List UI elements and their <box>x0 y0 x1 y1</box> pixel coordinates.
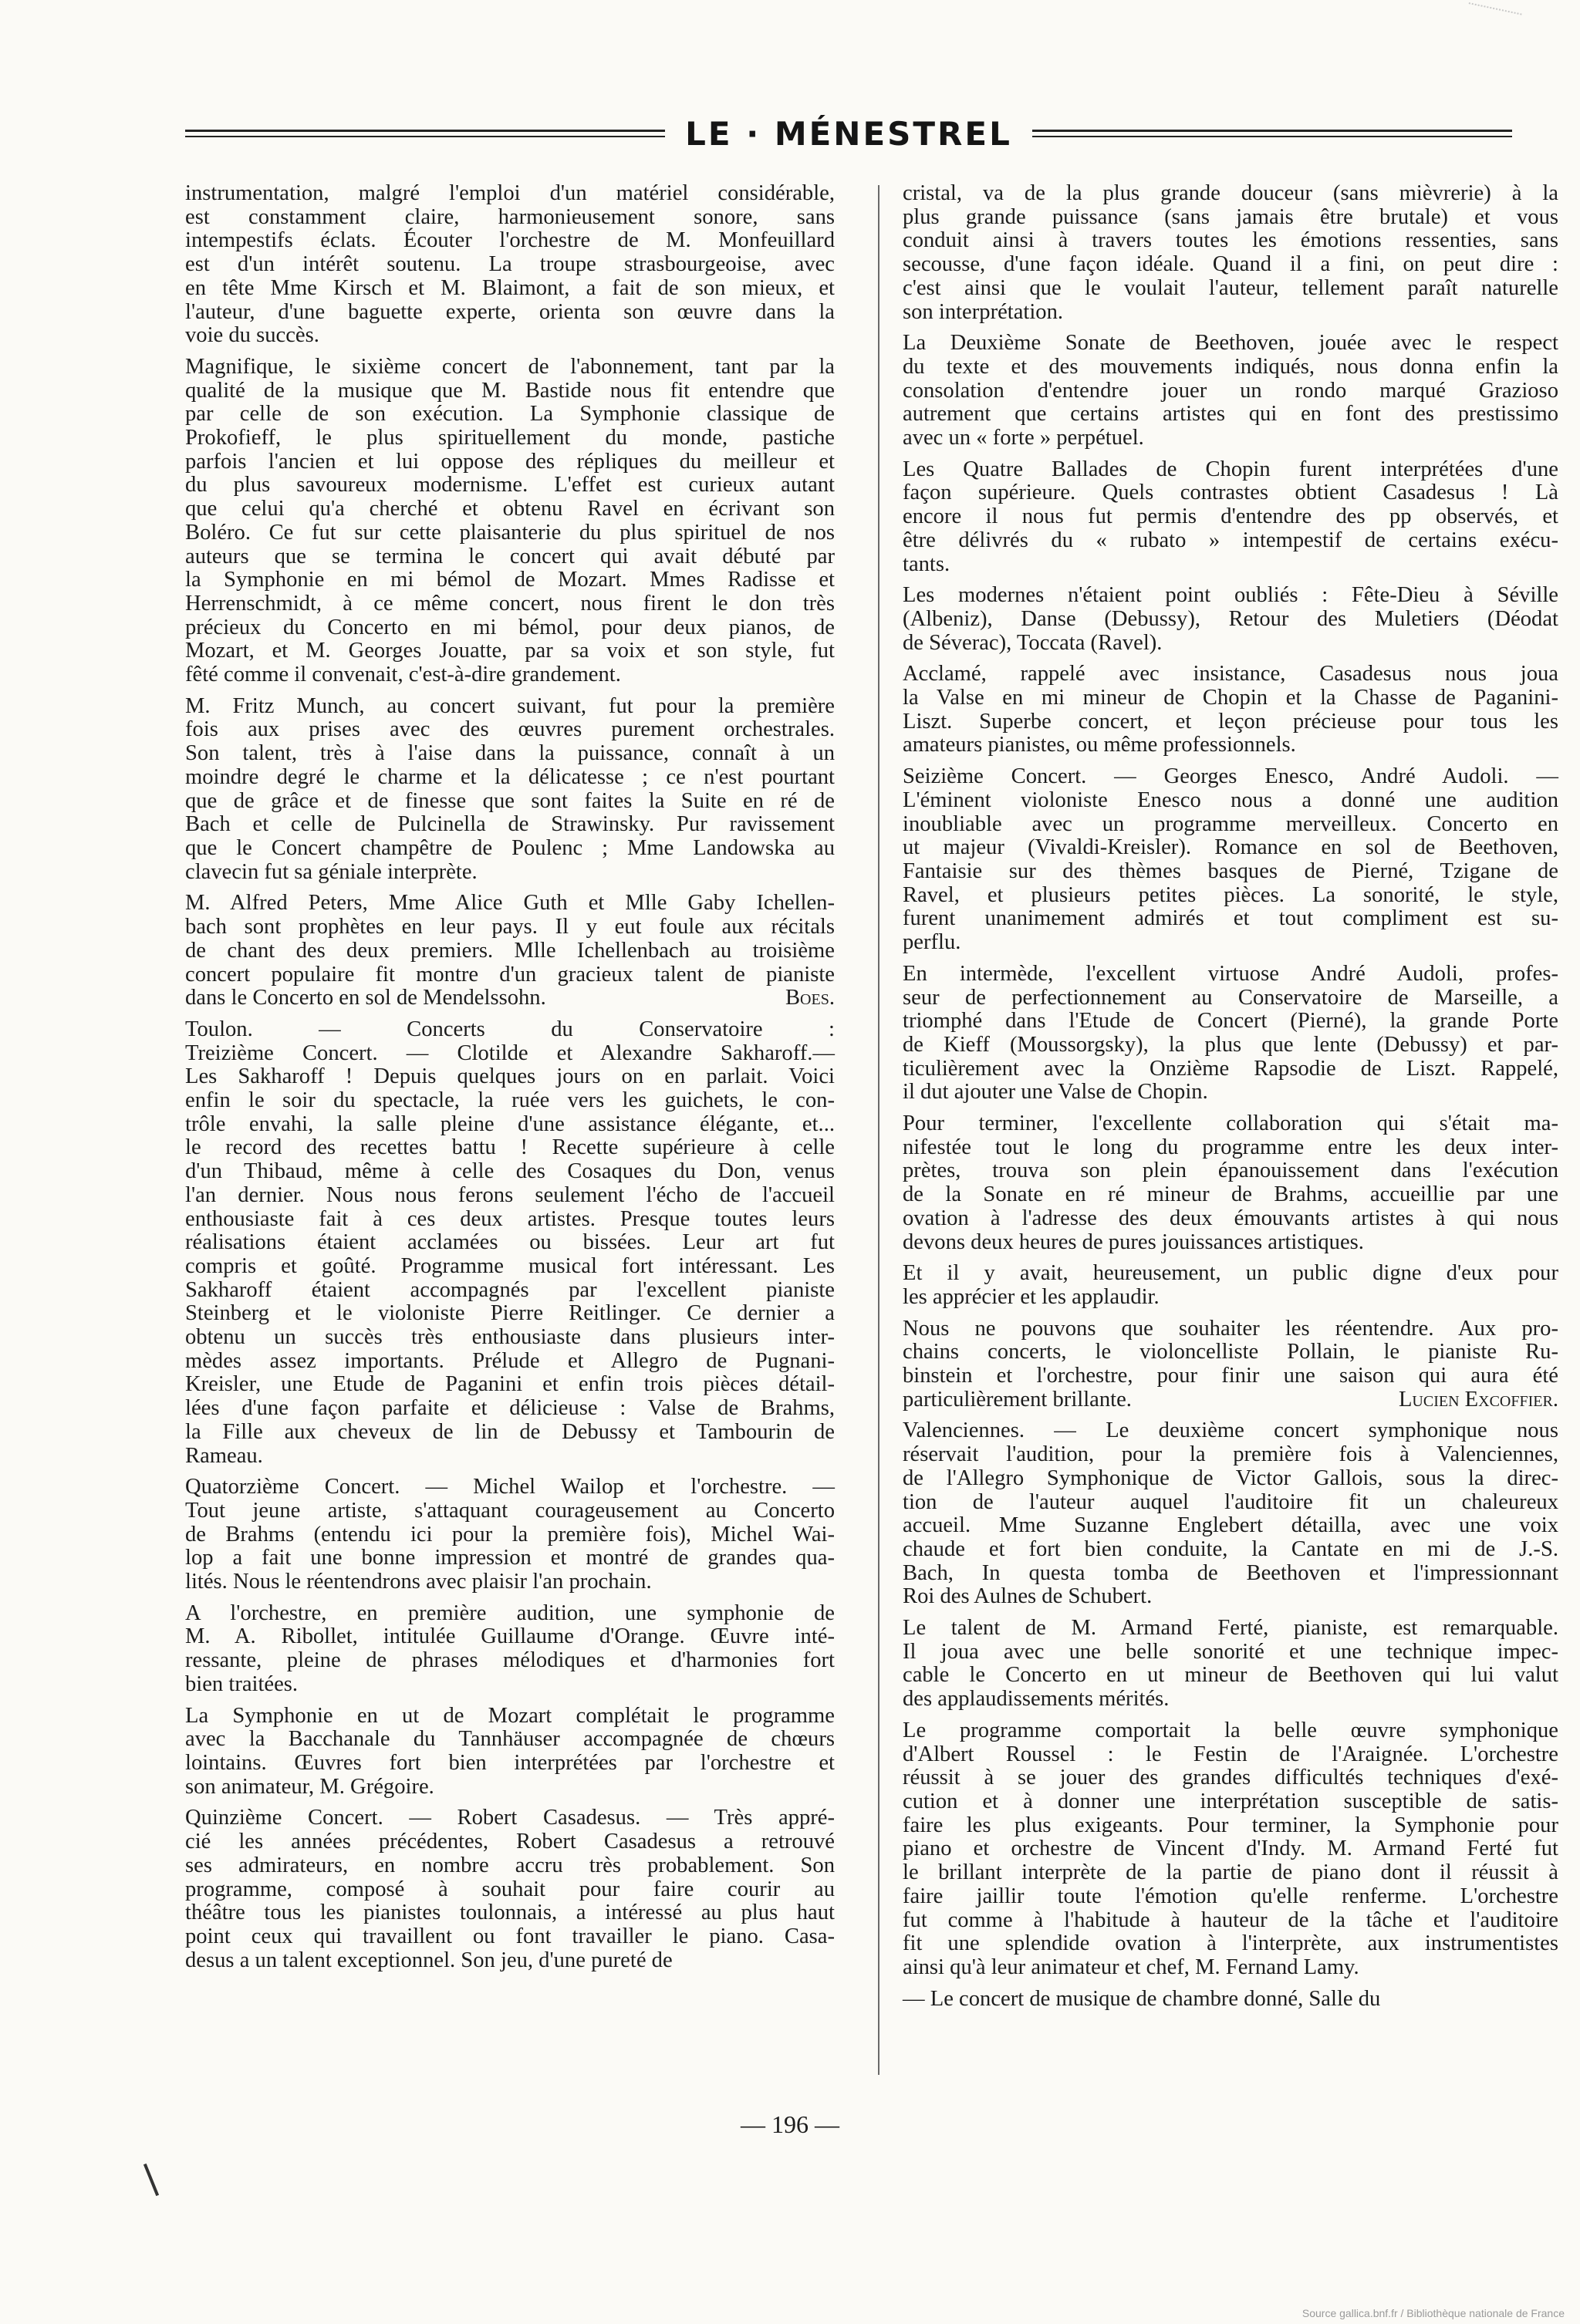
right-line: nifestée tout le long du programme entre les deux inter- <box>903 1135 1558 1159</box>
right-paragraph <box>903 1988 1558 2012</box>
left-line: parfois l'ancien et lui oppose des répliques du meilleur et <box>185 449 835 474</box>
right-paragraph <box>903 458 1558 577</box>
left-line: Prokofieff, le plus spirituellement du monde, pastiche <box>185 426 835 450</box>
right-line: devons deux heures de pures jouissances artistiques. <box>903 1229 1364 1254</box>
left-line: réalisations étaient acclamées ou bissées. Leur art fut <box>185 1230 835 1255</box>
journal-title: LE · MÉNESTREL <box>685 114 1012 153</box>
left-line: programme, composé à souhait pour faire courir au <box>185 1877 835 1901</box>
right-line: tants. <box>903 551 950 576</box>
right-line: il dut ajouter une Valse de Chopin. <box>903 1080 1208 1105</box>
left-line: compris et goûté. Programme musical fort intéressant. Les <box>185 1253 835 1278</box>
right-line: Bach, In questa tomba de Beethoven et l'impressionnant <box>903 1560 1558 1585</box>
right-paragraph <box>903 1262 1558 1309</box>
right-paragraph <box>903 1112 1558 1254</box>
left-paragraph <box>185 182 835 348</box>
left-line: que de grâce et de finesse que sont faites la Suite en ré de <box>185 788 835 813</box>
left-line: concert populaire fit montre d'un gracieux talent de pianiste <box>185 962 835 987</box>
right-paragraph <box>903 963 1558 1105</box>
right-line: avec un « forte » perpétuel. <box>903 426 1144 450</box>
left-line-text: dans le Concerto en sol de Mendelssohn. <box>185 986 546 1010</box>
left-line: Mozart, et M. Georges Jouatte, par sa voix et son style, fut <box>185 639 835 663</box>
right-line: Liszt. Superbe concert, et leçon précieuse pour tous les <box>903 709 1558 734</box>
right-line: Nous ne pouvons que souhaiter les réentendre. Aux pro- <box>903 1316 1558 1341</box>
left-line: instrumentation, malgré l'emploi d'un matériel considérable, <box>185 181 835 205</box>
right-line: conduit ainsi à travers toutes les émotions ressenties, sans <box>903 228 1558 253</box>
left-paragraph <box>185 1018 835 1468</box>
right-line: Acclamé, rappelé avec insistance, Casadesus nous joua <box>903 662 1558 686</box>
left-line: Quinzième Concert. — Robert Casadesus. — Très appré- <box>185 1806 835 1830</box>
left-line: M. Alfred Peters, Mme Alice Guth et Mlle Gaby Ichellen- <box>185 891 835 916</box>
right-line: Pour terminer, l'excellente collaboration qui s'était ma- <box>903 1111 1558 1136</box>
left-line: cié les années précédentes, Robert Casadesus a retrouvé <box>185 1830 835 1854</box>
left-line: moindre degré le charme et la délicatesse ; ce n'est pourtant <box>185 764 835 789</box>
right-line: encore il nous fut permis d'entendre des pp observés, et <box>903 504 1558 529</box>
left-paragraph <box>185 1602 835 1697</box>
left-line: bien traitées. <box>185 1671 299 1696</box>
left-line: Son talent, très à l'aise dans la puissance, connaît à un <box>185 741 835 766</box>
page-number: — 196 — <box>741 2110 839 2138</box>
left-line: est constamment claire, harmonieusement sonore, sans <box>185 204 835 229</box>
left-line: Treizième Concert. — Clotilde et Alexandre Sakharoff.— <box>185 1041 835 1065</box>
right-line: les apprécier et les applaudir. <box>903 1284 1160 1309</box>
right-line: Ravel, et plusieurs petites pièces. La sonorité, le style, <box>903 882 1558 907</box>
left-paragraph <box>185 1806 835 1972</box>
right-line: cable le Concerto en ut mineur de Beethoven qui lui valut <box>903 1663 1558 1688</box>
right-line: fut comme à l'habitude à hauteur de la tâche et l'auditoire <box>903 1907 1558 1932</box>
right-line: consolation d'entendre jouer un rondo marqué Grazioso <box>903 378 1558 403</box>
right-line: Valenciennes. — Le deuxième concert symphonique nous <box>903 1418 1558 1443</box>
left-line: avec la Bacchanale du Tannhäuser accompagnée de chœurs <box>185 1727 835 1752</box>
right-line: amateurs pianistes, ou même professionnels. <box>903 733 1296 757</box>
left-line: point ceux qui travaillent ou font travailler le piano. Casa- <box>185 1924 835 1948</box>
masthead-rule-right <box>1032 130 1512 137</box>
left-line: Sakharoff étaient accompagnés par l'excellent pianiste <box>185 1277 835 1302</box>
left-line: mèdes assez importants. Prélude et Allegro de Pugnani- <box>185 1348 835 1373</box>
left-line: M. A. Ribollet, intitulée Guillaume d'Orange. Œuvre inté- <box>185 1624 835 1649</box>
right-line: Le talent de M. Armand Ferté, pianiste, est remarquable. <box>903 1616 1558 1641</box>
right-paragraph <box>903 182 1558 324</box>
left-line: ressante, pleine de phrases mélodiques et d'harmonies fort <box>185 1648 835 1673</box>
right-line: ticulièrement avec la Onzième Rapsodie de Liszt. Rappelé, <box>903 1056 1558 1081</box>
right-line: le brillant interprète de la partie de piano dont il réussit à <box>903 1860 1558 1885</box>
right-line: de l'Allegro Symphonique de Victor Gallois, sous la direc- <box>903 1466 1558 1490</box>
right-line: perflu. <box>903 930 961 955</box>
right-column <box>903 182 1558 2019</box>
author-signature: Lucien Excoffier. <box>1398 1387 1558 1412</box>
right-line: de la Sonate en ré mineur de Brahms, accueillie par une <box>903 1182 1558 1207</box>
left-line <box>185 987 835 1010</box>
column-divider <box>878 185 879 2075</box>
left-paragraph <box>185 1476 835 1594</box>
right-line: chaude et fort bien conduite, la Cantate en mi de J.-S. <box>903 1536 1558 1561</box>
right-line: Fantaisie sur des thèmes basques de Pierné, Tzigane de <box>903 858 1558 883</box>
left-paragraph <box>185 695 835 885</box>
right-line: binstein et l'orchestre, pour finir une saison qui aura été <box>903 1364 1558 1388</box>
right-line: chains concerts, le violoncelliste Pollain, le pianiste Ru- <box>903 1340 1558 1364</box>
left-line: lointains. Œuvres fort bien interprétées par l'orchestre et <box>185 1751 835 1775</box>
right-line: En intermède, l'excellent virtuose André Audoli, profes- <box>903 961 1558 986</box>
left-line: l'an dernier. Nous nous ferons seulement l'écho de l'accueil <box>185 1182 835 1207</box>
left-line: Boléro. Ce fut sur cette plaisanterie du plus spirituel de nos <box>185 520 835 545</box>
left-line: Herrenschmidt, à ce même concert, nous firent le don très <box>185 591 835 616</box>
left-line: Bach et celle de Pulcinella de Strawinsky. Pur ravissement <box>185 812 835 837</box>
right-line: son interprétation. <box>903 299 1064 324</box>
right-line: la Valse en mi mineur de Chopin et la Chasse de Paganini- <box>903 686 1558 710</box>
source-credit: Source gallica.bnf.fr / Bibliothèque nationale de France <box>1301 2307 1565 2319</box>
left-line: de Brahms (entendu ici pour la première fois), Michel Wai- <box>185 1522 835 1547</box>
right-line: inoubliable avec un programme merveilleux. Concerto en <box>903 811 1558 836</box>
left-paragraph <box>185 892 835 1010</box>
right-line: Les modernes n'étaient point oubliés : Fête-Dieu à Séville <box>903 583 1558 608</box>
left-line: enfin le soir du spectacle, la ruée vers les guichets, le con- <box>185 1088 835 1113</box>
left-line: Magnifique, le sixième concert de l'abonnement, tant par la <box>185 354 835 379</box>
left-line: son animateur, M. Grégoire. <box>185 1774 434 1799</box>
right-line-text: particulièrement brillante. <box>903 1387 1132 1412</box>
left-line: fois aux prises avec des œuvres purement orchestrales. <box>185 717 835 742</box>
left-line: de chant des deux premiers. Mlle Ichellenbach au troisième <box>185 938 835 963</box>
left-line: A l'orchestre, en première audition, une symphonie de <box>185 1600 835 1625</box>
left-line: fêté comme il convenait, c'est-à-dire grandement. <box>185 663 621 687</box>
left-paragraph <box>185 356 835 687</box>
right-line: (Albeniz), Danse (Debussy), Retour des Muletiers (Déodat <box>903 606 1558 631</box>
left-line: M. Fritz Munch, au concert suivant, fut pour la première <box>185 693 835 718</box>
right-line: fit une splendide ovation à l'interprète, aux instrumentistes <box>903 1931 1558 1956</box>
left-line: la Symphonie en mi bémol de Mozart. Mmes Radisse et <box>185 568 835 592</box>
right-line: c'est ainsi que le voulait l'auteur, tellement paraît naturelle <box>903 275 1558 300</box>
right-paragraph <box>903 765 1558 955</box>
right-line: La Deuxième Sonate de Beethoven, jouée avec le respect <box>903 331 1558 356</box>
right-line: façon supérieure. Quels contrastes obtient Casadesus ! Là <box>903 481 1558 505</box>
masthead-rule-left <box>185 130 665 137</box>
right-line: prètes, trouva son plein épanouissement dans l'exécution <box>903 1159 1558 1183</box>
left-line: Steinberg et le violoniste Pierre Reitlinger. Ce dernier a <box>185 1301 835 1326</box>
right-line: piano et orchestre de Vincent d'Indy. M. Armand Ferté fut <box>903 1837 1558 1861</box>
left-line: trôle envahi, la salle pleine d'une assistance élégante, et... <box>185 1111 835 1136</box>
right-paragraph <box>903 1719 1558 1980</box>
left-line: Rameau. <box>185 1443 263 1468</box>
left-line: bach sont prophètes en leur pays. Il y eut foule aux récitals <box>185 915 835 939</box>
left-line: voie du succès. <box>185 323 319 348</box>
left-line: Quatorzième Concert. — Michel Wailop et l'orchestre. — <box>185 1475 835 1499</box>
left-line: que le Concert champêtre de Poulenc ; Mme Landowska au <box>185 835 835 860</box>
left-line: Toulon. — Concerts du Conservatoire : <box>185 1017 835 1041</box>
left-paragraph <box>185 1705 835 1799</box>
right-line: cristal, va de la plus grande douceur (sans mièvrerie) à la <box>903 181 1558 205</box>
right-line: d'Albert Roussel : le Festin de l'Araignée. L'orchestre <box>903 1742 1558 1766</box>
left-line: lités. Nous le réentendrons avec plaisir l'an prochain. <box>185 1570 652 1594</box>
left-line: auteurs que se termina le concert qui avait débuté par <box>185 544 835 568</box>
left-line: d'un Thibaud, même à celle des Cosaques du Don, venus <box>185 1159 835 1184</box>
left-line: le record des recettes battu ! Recette supérieure à celle <box>185 1135 835 1160</box>
right-line: plus grande puissance (sans jamais être brutale) et vous <box>903 204 1558 229</box>
right-line: réussit à se jouer des grandes difficultés techniques d'exé- <box>903 1766 1558 1790</box>
right-line: furent unanimement admirés et tout compliment est su- <box>903 906 1558 931</box>
right-line: triomphé dans l'Etude de Concert (Pierné), la grande Porte <box>903 1009 1558 1034</box>
left-line: que celui qu'a cherché et obtenu Ravel en écrivant son <box>185 497 835 521</box>
right-line: Il joua avec une belle sonorité et une technique impec- <box>903 1639 1558 1664</box>
left-line: intempestifs éclats. Écouter l'orchestre de M. Monfeuillard <box>185 228 835 253</box>
masthead <box>185 114 1512 153</box>
right-line: seur de perfectionnement au Conservatoire de Marseille, a <box>903 985 1558 1010</box>
right-line: faire les plus exigeants. Pour terminer, la Symphonie pour <box>903 1813 1558 1837</box>
left-line: par celle de son exécution. La Symphonie classique de <box>185 402 835 427</box>
right-line: autrement que certains artistes qui en font des prestissimo <box>903 402 1558 427</box>
left-column <box>185 182 835 1980</box>
right-paragraph <box>903 1317 1558 1412</box>
right-paragraph <box>903 663 1558 757</box>
right-line: accueil. Mme Suzanne Englebert détailla, avec une voix <box>903 1513 1558 1538</box>
left-line: clavecin fut sa géniale interprète. <box>185 859 478 884</box>
right-line: Roi des Aulnes de Schubert. <box>903 1584 1153 1609</box>
author-signature: Boes. <box>785 986 835 1010</box>
left-line: lop a fait une bonne impression et montré de grandes qua- <box>185 1546 835 1570</box>
right-line: ainsi qu'à leur animateur et chef, M. Fernand Lamy. <box>903 1955 1359 1979</box>
right-line: Les Quatre Ballades de Chopin furent interprétées d'une <box>903 457 1558 481</box>
right-paragraph <box>903 1617 1558 1712</box>
right-line <box>903 1388 1558 1412</box>
left-line: l'auteur, d'une baguette experte, orienta son œuvre dans la <box>185 299 835 324</box>
right-paragraph <box>903 584 1558 655</box>
right-line: Seizième Concert. — Georges Enesco, André Audoli. — <box>903 764 1558 789</box>
right-line: ut majeur (Vivaldi-Kreisler). Romance en sol de Beethoven, <box>903 835 1558 860</box>
left-line: Les Sakharoff ! Depuis quelques jours on en parlait. Voici <box>185 1064 835 1089</box>
paper-speck <box>1464 2 1521 38</box>
left-line: en tête Mme Kirsch et M. Blaimont, a fait de son mieux, et <box>185 275 835 300</box>
left-line: lées d'une façon parfaite et délicieuse : Valse de Brahms, <box>185 1396 835 1421</box>
right-line: — Le concert de musique de chambre donné, Salle du <box>903 1986 1381 2011</box>
left-line: Kreisler, une Etude de Paganini et enfin trois pièces détail- <box>185 1372 835 1397</box>
left-line: enthousiaste fait à ces deux artistes. Presque toutes leurs <box>185 1206 835 1231</box>
left-line: Tout jeune artiste, s'attaquant courageusement au Concerto <box>185 1498 835 1523</box>
right-line: secousse, d'une façon idéale. Quand il a fini, on peut dire : <box>903 252 1558 277</box>
left-line: qualité de la musique que M. Bastide nous fit entendre que <box>185 378 835 403</box>
right-line: de Séverac), Toccata (Ravel). <box>903 630 1163 655</box>
left-line: desus a un talent exceptionnel. Son jeu, d'une pureté de <box>185 1948 673 1972</box>
stray-ink-mark <box>143 2164 159 2196</box>
right-line: faire jaillir toute l'émotion qu'elle renferme. L'orchestre <box>903 1884 1558 1908</box>
right-line: tion de l'auteur auquel l'auditoire fit un chaleureux <box>903 1489 1558 1514</box>
left-line: théâtre tous les pianistes toulonnais, a intéressé au plus haut <box>185 1901 835 1925</box>
right-line: Le programme comportait la belle œuvre symphonique <box>903 1718 1558 1742</box>
right-line: être délivrés du « rubato » intempestif de certains exécu- <box>903 528 1558 552</box>
left-line: ses admirateurs, en nombre accru très probablement. Son <box>185 1853 835 1877</box>
left-line: La Symphonie en ut de Mozart complétait le programme <box>185 1703 835 1728</box>
right-line: cution et à donner une interprétation susceptible de satis- <box>903 1789 1558 1813</box>
left-line: la Fille aux cheveux de lin de Debussy et Tambourin de <box>185 1419 835 1444</box>
right-line: des applaudissements mérités. <box>903 1687 1170 1712</box>
left-line: est d'un intérêt soutenu. La troupe strasbourgeoise, avec <box>185 252 835 277</box>
right-paragraph <box>903 332 1558 450</box>
left-line: du plus savoureux modernisme. L'effet est curieux autant <box>185 473 835 498</box>
left-line: obtenu un succès très enthousiaste dans plusieurs inter- <box>185 1325 835 1350</box>
left-line: précieux du Concerto en mi bémol, pour deux pianos, de <box>185 615 835 639</box>
right-paragraph <box>903 1419 1558 1609</box>
right-line: L'éminent violoniste Enesco nous a donné une audition <box>903 788 1558 812</box>
right-line: réservait l'audition, pour la première fois à Valenciennes, <box>903 1442 1558 1467</box>
right-line: Et il y avait, heureusement, un public digne d'eux pour <box>903 1261 1558 1286</box>
right-line: de Kieff (Moussorgsky), la plus que lente (Debussy) et par- <box>903 1032 1558 1057</box>
right-line: ovation à l'adresse des deux émouvants artistes à qui nous <box>903 1206 1558 1230</box>
right-line: du texte et des mouvements indiqués, nous donna enfin la <box>903 354 1558 379</box>
